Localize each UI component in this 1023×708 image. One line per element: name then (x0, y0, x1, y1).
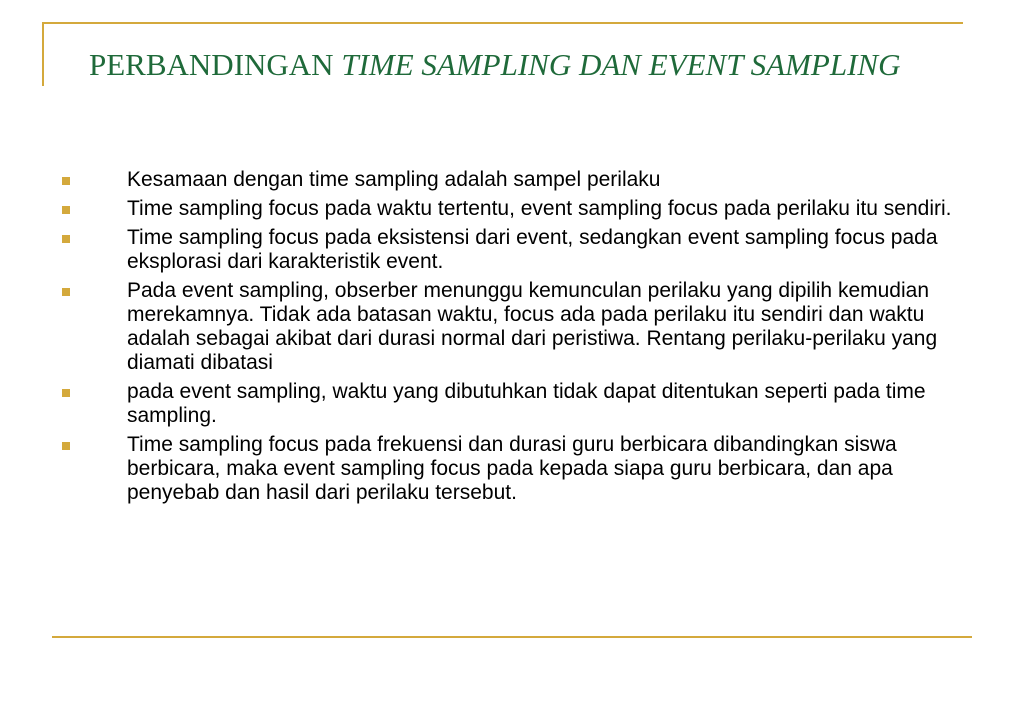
bullet-text: Pada event sampling, obserber menunggu kemunculan perilaku yang dipilih kemudian merekamnya. Tidak ada batasan waktu, focus ada pada perilaku itu sendiri dan waktu adalah sebagai akibat dari durasi normal dari peristiwa. Rentang perilaku-perilaku yang diamati dibatasi (127, 279, 938, 374)
bullet-text: Time sampling focus pada frekuensi dan durasi guru berbicara dibandingkan siswa berbicara, maka event sampling focus pada kepada siapa guru berbicara, dan apa penyebab dan hasil dari perilaku tersebut. (127, 433, 897, 504)
square-bullet-icon (62, 288, 70, 296)
square-bullet-icon (62, 235, 70, 243)
title-plain: PERBANDINGAN (89, 47, 342, 82)
bullet-text: Time sampling focus pada eksistensi dari event, sedangkan event sampling focus pada eksplorasi dari karakteristik event. (127, 226, 938, 273)
bottom-horizontal-rule (52, 636, 972, 638)
bullet-text: pada event sampling, waktu yang dibutuhkan tidak dapat ditentukan seperti pada time sampling. (127, 380, 926, 427)
square-bullet-icon (62, 206, 70, 214)
top-vertical-rule (42, 22, 44, 86)
bullet-item (62, 380, 967, 428)
bullet-text: Time sampling focus pada waktu tertentu, event sampling focus pada perilaku itu sendiri. (127, 197, 952, 220)
slide-title (89, 46, 949, 84)
bullet-item (62, 433, 967, 505)
title-italic: TIME SAMPLING DAN EVENT SAMPLING (341, 47, 901, 82)
square-bullet-icon (62, 177, 70, 185)
bullet-text: Kesamaan dengan time sampling adalah sampel perilaku (127, 168, 661, 191)
bullet-item (62, 168, 967, 192)
top-horizontal-rule (42, 22, 963, 24)
bullet-item (62, 226, 967, 274)
bullet-item (62, 279, 967, 375)
bullet-list (62, 168, 967, 510)
square-bullet-icon (62, 389, 70, 397)
square-bullet-icon (62, 442, 70, 450)
bullet-item (62, 197, 967, 221)
